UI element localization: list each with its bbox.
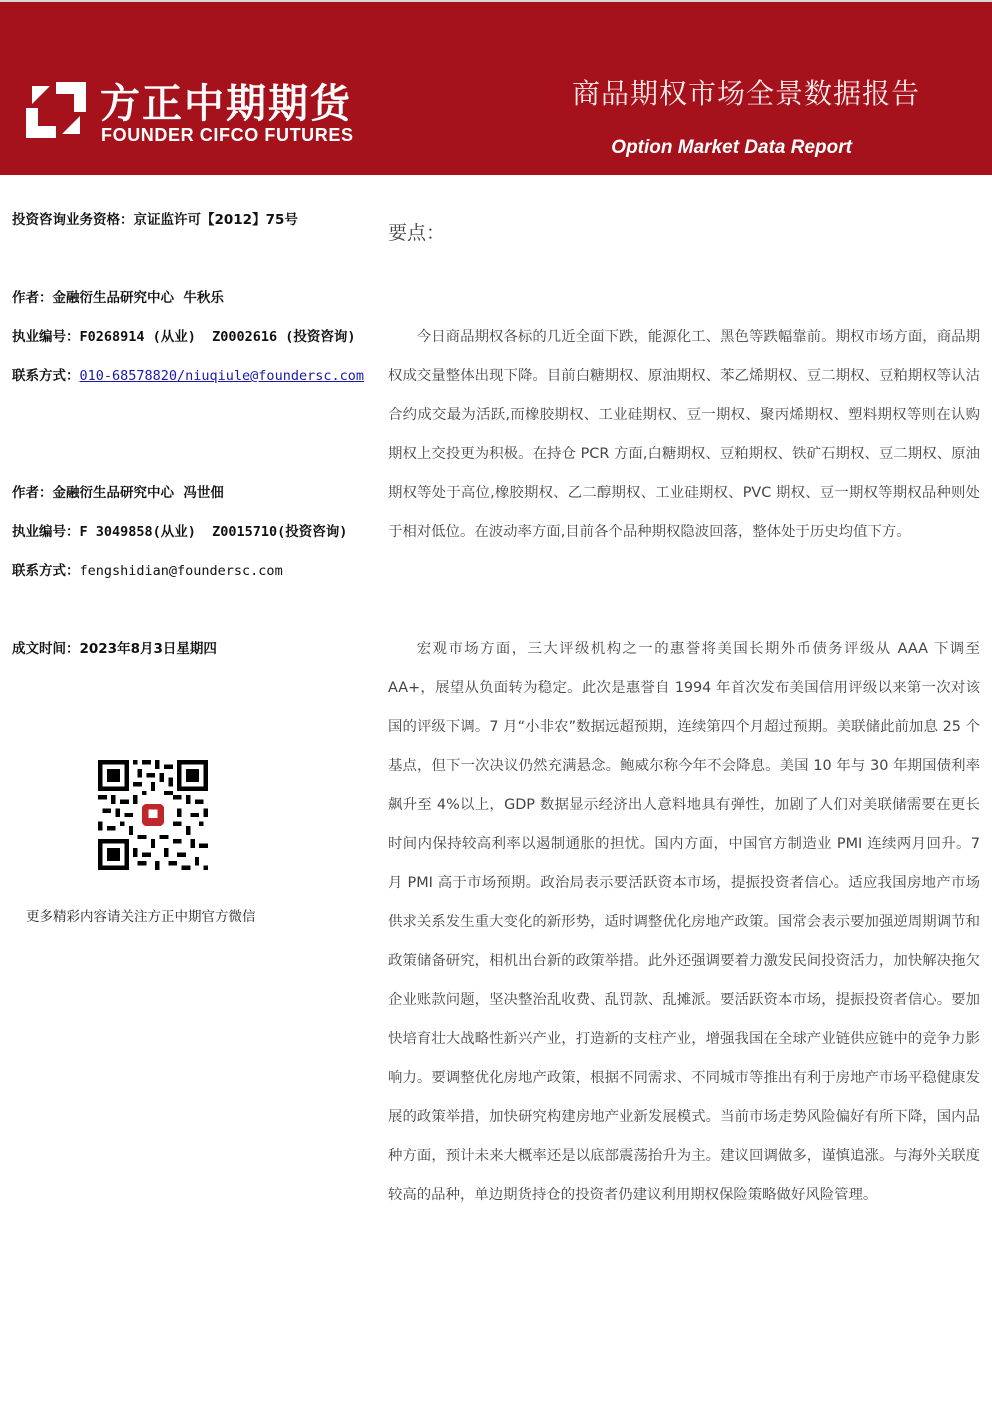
paragraph-options-market: 今日商品期权各标的几近全面下跌，能源化工、黑色等跌幅靠前。期权市场方面，商品期权成交量整体出现下降。目前白糖期权、原油期权、苯乙烯期权、豆二期权、豆粕期权等认沽合约成交最为活跃,而橡胶期权、工业硅期权、豆一期权、聚丙烯期权、塑料期权等则在认购期权上交投更为积极。在持仓 PCR 方面,白糖期权、豆粕期权、铁矿石期权、豆二期权、原油期权等处于高位,橡胶期权、乙二醇期权、工业硅期权、PVC 期权、豆一期权等期权品种则处于相对低位。在波动率方面,目前各个品种期权隐波回落，整体处于历史均值下方。 bbox=[388, 329, 980, 540]
author1-name: 金融衍生品研究中心 牛秋乐 bbox=[52, 290, 224, 306]
author1-contact-line: 联系方式：010-68578820/niuqiule@foundersc.com bbox=[12, 368, 364, 384]
author2-line: 作者：金融衍生品研究中心 冯世佃 bbox=[12, 485, 224, 501]
author2-name: 金融衍生品研究中心 冯世佃 bbox=[52, 485, 224, 501]
founder-logo-icon bbox=[22, 78, 90, 142]
paragraph-macro-market: 宏观市场方面，三大评级机构之一的惠誉将美国长期外币债务评级从 AAA 下调至 AA+，展望从负面转为稳定。此次是惠誉自 1994 年首次发布美国信用评级以来第一次对该国的评级下调。7 月“小非农”数据远超预期，连续第四个月超过预期。美联储此前加息 25 个基点，但下一次决议仍然充满悬念。鲍威尔称今年不会降息。美国 10 年与 30 年期国债利率飙升至 4%以上，GDP 数据显示经济出人意料地具有弹性，加剧了人们对美联储需要在更长时间内保持较高利率以遏制通胀的担忧。国内方面，中国官方制造业 PMI 连续两月回升。7 月 PMI 高于市场预期。政治局表示要活跃资本市场，提振投资者信心。适应我国房地产市场供求关系发生重大变化的新形势，适时调整优化房地产政策。国常会表示要加强逆周期调节和政策储备研究，相机出台新的政策举措。此外还强调要着力激发民间投资活力，加快解决拖欠企业账款问题，坚决整治乱收费、乱罚款、乱摊派。要活跃资本市场，提振投资者信心。要加快培育壮大战略性新兴产业，打造新的支柱产业，增强我国在全球产业链供应链中的竞争力影响力。要调整优化房地产政策，根据不同需求、不同城市等推出有利于房地产市场平稳健康发展的政策举措，加快研究构建房地产业新发展模式。当前市场走势风险偏好有所下降，国内品种方面，预计未来大概率还是以底部震荡抬升为主。建议回调做多，谨慎追涨。与海外关联度较高的品种，单边期货持仓的投资者仍建议利用期权保险策略做好风险管理。 bbox=[388, 641, 980, 1203]
brand-name-en: FOUNDER CIFCO FUTURES bbox=[101, 125, 354, 145]
brand-name-cn: 方正中期期货 bbox=[100, 81, 352, 127]
author2-license-line: 执业编号：F 3049858(从业) Z0015710(投资咨询) bbox=[12, 524, 348, 540]
qualification-value: 京证监许可【2012】75号 bbox=[133, 212, 298, 228]
report-title: 商品期权市场全景数据报告 bbox=[571, 77, 920, 110]
qr-caption: 更多精彩内容请关注方正中期官方微信 bbox=[26, 909, 256, 925]
author2-contact-line: 联系方式：fengshidian@foundersc.com bbox=[12, 563, 283, 579]
author1-license: F0268914 (从业) Z0002616 (投资咨询) bbox=[79, 329, 356, 345]
wechat-qr-code[interactable] bbox=[98, 760, 208, 870]
date-line: 成文时间：2023年8月3日星期四 bbox=[12, 641, 217, 657]
report-title-en: Option Market Data Report bbox=[611, 137, 852, 158]
qualification-line: 投资咨询业务资格：京证监许可【2012】75号 bbox=[12, 212, 298, 228]
author2-license: F 3049858(从业) Z0015710(投资咨询) bbox=[79, 524, 348, 540]
report-date: 2023年8月3日星期四 bbox=[79, 641, 217, 657]
header-banner bbox=[0, 0, 992, 175]
author1-line: 作者：金融衍生品研究中心 牛秋乐 bbox=[12, 290, 224, 306]
author1-license-line: 执业编号：F0268914 (从业) Z0002616 (投资咨询) bbox=[12, 329, 356, 345]
author1-contact-link[interactable]: 010-68578820/niuqiule@foundersc.com bbox=[79, 368, 364, 384]
key-points-heading: 要点： bbox=[388, 222, 446, 244]
author2-contact: fengshidian@foundersc.com bbox=[79, 563, 283, 579]
